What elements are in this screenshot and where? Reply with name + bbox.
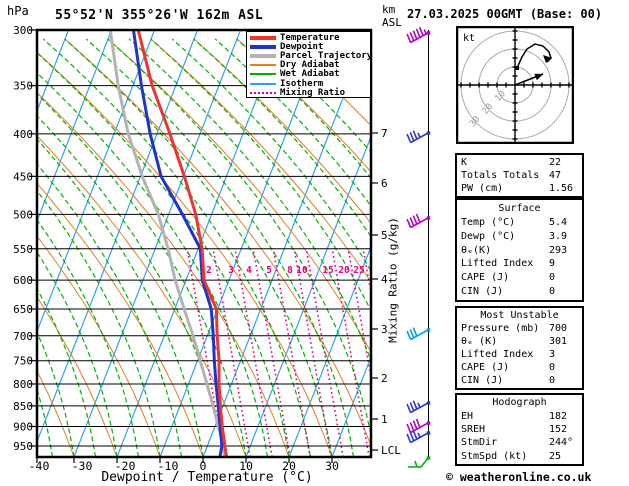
indices-row: [457, 170, 582, 181]
indices-box-title: Surface: [498, 202, 541, 214]
wind-barb-full: [413, 328, 417, 337]
mixing-ratio-label: 10: [296, 265, 308, 276]
hodograph-trace-start-dot: [515, 66, 519, 70]
indices-row-label: CAPE (J): [461, 362, 510, 373]
legend-swatch-dewpoint: [250, 45, 276, 49]
legend-label: Temperature: [280, 32, 340, 43]
indices-row-label: CIN (J): [461, 286, 504, 298]
station-title: 55°52'N 355°26'W 162m ASL: [55, 8, 264, 23]
indices-row-label: Lifted Index: [461, 258, 534, 270]
hodograph-ring-label: 20: [480, 101, 496, 117]
wind-barb-full: [413, 31, 417, 40]
indices-row-label: StmSpd (kt): [461, 450, 528, 462]
indices-row-label: Totals Totals: [461, 170, 540, 181]
indices-row-label: SREH: [461, 423, 486, 435]
wind-barb-full: [410, 432, 414, 441]
temp-tick-label: 0: [199, 459, 207, 473]
mixing-ratio-label: 15: [322, 265, 334, 276]
legend-swatch-temperature: [250, 36, 276, 40]
pressure-tick-label: 900: [13, 420, 33, 434]
wind-barb: [407, 27, 430, 42]
altitude-tick-label: 5: [381, 229, 388, 242]
legend-swatch-mixing-ratio: [250, 92, 276, 94]
indices-row: [457, 437, 582, 448]
indices-box-most-unstable: [455, 306, 584, 390]
wind-barb-full: [413, 131, 417, 140]
temp-tick-label: -10: [157, 459, 179, 473]
legend-swatch-isotherm: [250, 83, 276, 85]
wind-barb-full: [413, 401, 417, 410]
wind-barb: [407, 214, 430, 228]
temp-tick-label: 30: [325, 459, 339, 473]
indices-row-label: StmDir: [461, 437, 498, 449]
indices-row-value: 700: [549, 323, 568, 334]
altitude-tick-label: 1: [381, 413, 388, 426]
indices-row: [457, 231, 582, 242]
indices-row: [457, 411, 582, 422]
pressure-tick-label: 600: [13, 274, 33, 288]
wind-barb-full: [407, 424, 411, 433]
pressure-tick-label: 850: [13, 399, 33, 413]
wind-barb-full: [410, 402, 414, 411]
mixing-ratio-line: [348, 250, 385, 457]
indices-row: [457, 272, 582, 283]
indices-row-label: EH: [461, 410, 474, 422]
indices-row-label: CIN (J): [461, 375, 504, 386]
wet-adiabat-lines: [0, 39, 526, 457]
indices-row: [457, 258, 582, 269]
indices-row-label: Dewp (°C): [461, 230, 516, 242]
altitude-tick-label: 6: [381, 177, 388, 190]
indices-box-title: Hodograph: [492, 397, 547, 409]
indices-row: [457, 349, 582, 360]
wind-barb-full: [416, 419, 420, 428]
mixing-ratio-label: 4: [246, 265, 252, 276]
wind-barb-half: [418, 133, 420, 138]
indices-row-label: K: [461, 157, 468, 168]
wind-barb: [407, 401, 430, 413]
indices-row: [457, 245, 582, 256]
indices-box-surface: [455, 198, 584, 302]
pressure-tick-label: 300: [13, 24, 33, 37]
indices-row: [457, 183, 582, 194]
indices-row: [457, 217, 582, 228]
legend: [246, 31, 371, 98]
mixing-ratio-label: 5: [266, 265, 272, 276]
wind-barb: [407, 431, 430, 443]
wind-barb-full: [410, 329, 414, 338]
indices-row-value: 244°: [549, 437, 574, 449]
hodograph-ring-label: 10: [493, 89, 509, 104]
legend-label: Isotherm: [280, 78, 324, 89]
indices-row: [457, 157, 582, 168]
wind-barb-half: [424, 29, 426, 34]
legend-swatch-wet-adiabat: [250, 73, 276, 75]
storm-motion-arrowhead: [534, 74, 543, 81]
indices-row-value: 0: [549, 362, 556, 373]
legend-label: Dewpoint: [280, 41, 324, 52]
indices-row-label: Pressure (mb): [461, 323, 540, 334]
indices-row-value: 9: [549, 258, 556, 270]
indices-row-label: Temp (°C): [461, 216, 516, 228]
temp-tick-label: 20: [282, 459, 296, 473]
wind-barb-full: [416, 214, 420, 223]
wind-barb-full: [410, 32, 414, 41]
indices-row: [457, 375, 582, 386]
indices-row: [457, 451, 582, 462]
wind-barb-full: [407, 434, 411, 443]
altitude-tick-label: 7: [381, 127, 388, 140]
wind-barb-half: [418, 403, 420, 408]
altitude-tick-label: 2: [381, 372, 388, 385]
wind-barb-full: [407, 34, 411, 43]
indices-row: [457, 424, 582, 435]
altitude-tick-label: 4: [381, 273, 388, 286]
hodograph-panel: [456, 26, 574, 144]
wind-barb-half: [418, 433, 420, 438]
wind-barb: [407, 328, 430, 340]
indices-row-label: PW (cm): [461, 183, 504, 194]
x-axis-label: Dewpoint / Temperature (°C): [101, 470, 313, 485]
indices-row: [457, 362, 582, 373]
hodograph-plot: [456, 26, 574, 144]
indices-row-value: 301: [549, 336, 568, 347]
indices-row-label: Lifted Index: [461, 349, 534, 360]
pressure-tick-label: 350: [13, 79, 33, 93]
mixing-ratio-line: [273, 250, 310, 457]
pressure-axis: [13, 24, 36, 453]
altitude-unit-km: km: [382, 3, 396, 16]
isotherm-line: [31, 30, 198, 457]
pressure-axis-unit: hPa: [7, 4, 29, 18]
wind-barb-full: [407, 134, 411, 143]
indices-row-value: 293: [549, 244, 568, 256]
temp-tick-label: -30: [71, 459, 93, 473]
indices-row-label: θₑ (K): [461, 336, 498, 347]
indices-row-value: 47: [549, 170, 562, 181]
copyright: © weatheronline.co.uk: [446, 470, 592, 484]
indices-row: [457, 336, 582, 347]
indices-row-value: 182: [549, 410, 568, 422]
indices-box-title: Most Unstable: [480, 310, 559, 321]
legend-swatch-dry-adiabat: [250, 64, 276, 66]
wind-barb-full: [416, 29, 420, 38]
legend-entry: [250, 88, 370, 97]
mixing-ratio-labels: [206, 265, 365, 276]
wind-barb: [408, 456, 430, 467]
temp-tick-label: -20: [114, 459, 136, 473]
wind-barb-stem: [408, 458, 428, 467]
indices-row-value: 0: [549, 286, 556, 298]
wind-barb-full: [407, 331, 411, 340]
indices-row-value: 5.4: [549, 216, 568, 228]
mixing-ratio-label: 8: [287, 265, 293, 276]
wind-barb-column: [407, 27, 430, 467]
mixing-ratio-label: 20: [338, 265, 350, 276]
wind-barb-full: [413, 216, 417, 225]
wind-barb-full: [407, 219, 411, 228]
legend-label: Mixing Ratio: [280, 87, 346, 98]
hodograph-unit-label: kt: [463, 33, 476, 44]
indices-row-value: 3: [549, 349, 556, 360]
wind-barb-full: [413, 421, 417, 430]
indices-row: [457, 323, 582, 334]
wind-barb-full: [420, 27, 424, 36]
indices-row-value: 3.9: [549, 230, 568, 242]
pressure-tick-label: 450: [13, 170, 33, 184]
run-datetime: 27.03.2025 00GMT (Base: 00): [407, 7, 603, 21]
wind-barb: [407, 131, 430, 143]
altitude-unit-asl: ASL: [382, 16, 402, 29]
indices-row-value: 0: [549, 375, 556, 386]
legend-label: Wet Adiabat: [280, 69, 340, 80]
temp-tick-label: 10: [239, 459, 253, 473]
indices-box-hodograph-box: [455, 393, 584, 466]
wind-barb-full: [410, 422, 414, 431]
mixing-ratio-label: 2: [206, 265, 212, 276]
mixing-ratio-label: 3: [228, 265, 234, 276]
indices-row-value: 1.56: [549, 183, 574, 194]
pressure-tick-label: 400: [13, 127, 33, 141]
legend-swatch-parcel-trajectory: [250, 54, 276, 58]
indices-row-value: 0: [549, 272, 556, 284]
pressure-tick-label: 650: [13, 303, 33, 317]
mixing-ratio-label: 25: [353, 265, 365, 276]
hodograph-ring-label: 30: [467, 114, 483, 130]
indices-row: [457, 286, 582, 297]
indices-row-value: 25: [549, 450, 562, 462]
pressure-tick-label: 800: [13, 377, 33, 391]
pressure-tick-label: 550: [13, 242, 33, 256]
indices-box-box1: [455, 153, 584, 198]
legend-label: Parcel Trajectory: [280, 50, 373, 61]
temp-tick-label: -40: [28, 459, 50, 473]
wind-barb-full: [407, 404, 411, 413]
altitude-tick-label: 3: [381, 323, 388, 336]
pressure-tick-label: 750: [13, 354, 33, 368]
wind-barb-full: [410, 217, 414, 226]
pressure-tick-label: 500: [13, 208, 33, 222]
wind-barb-half: [415, 461, 417, 467]
mixing-ratio-axis-label: Mixing Ratio (g/kg): [386, 217, 400, 343]
indices-row-label: θₑ(K): [461, 244, 492, 256]
pressure-tick-label: 950: [13, 440, 33, 454]
indices-row-label: CAPE (J): [461, 272, 510, 284]
indices-row-value: 152: [549, 423, 568, 435]
altitude-tick-label: LCL: [381, 444, 401, 457]
wind-barb-full: [410, 132, 414, 141]
wind-barb-full: [413, 431, 417, 440]
pressure-tick-label: 700: [13, 329, 33, 343]
legend-label: Dry Adiabat: [280, 60, 340, 71]
wind-barb: [407, 419, 430, 433]
indices-row-value: 22: [549, 157, 562, 168]
